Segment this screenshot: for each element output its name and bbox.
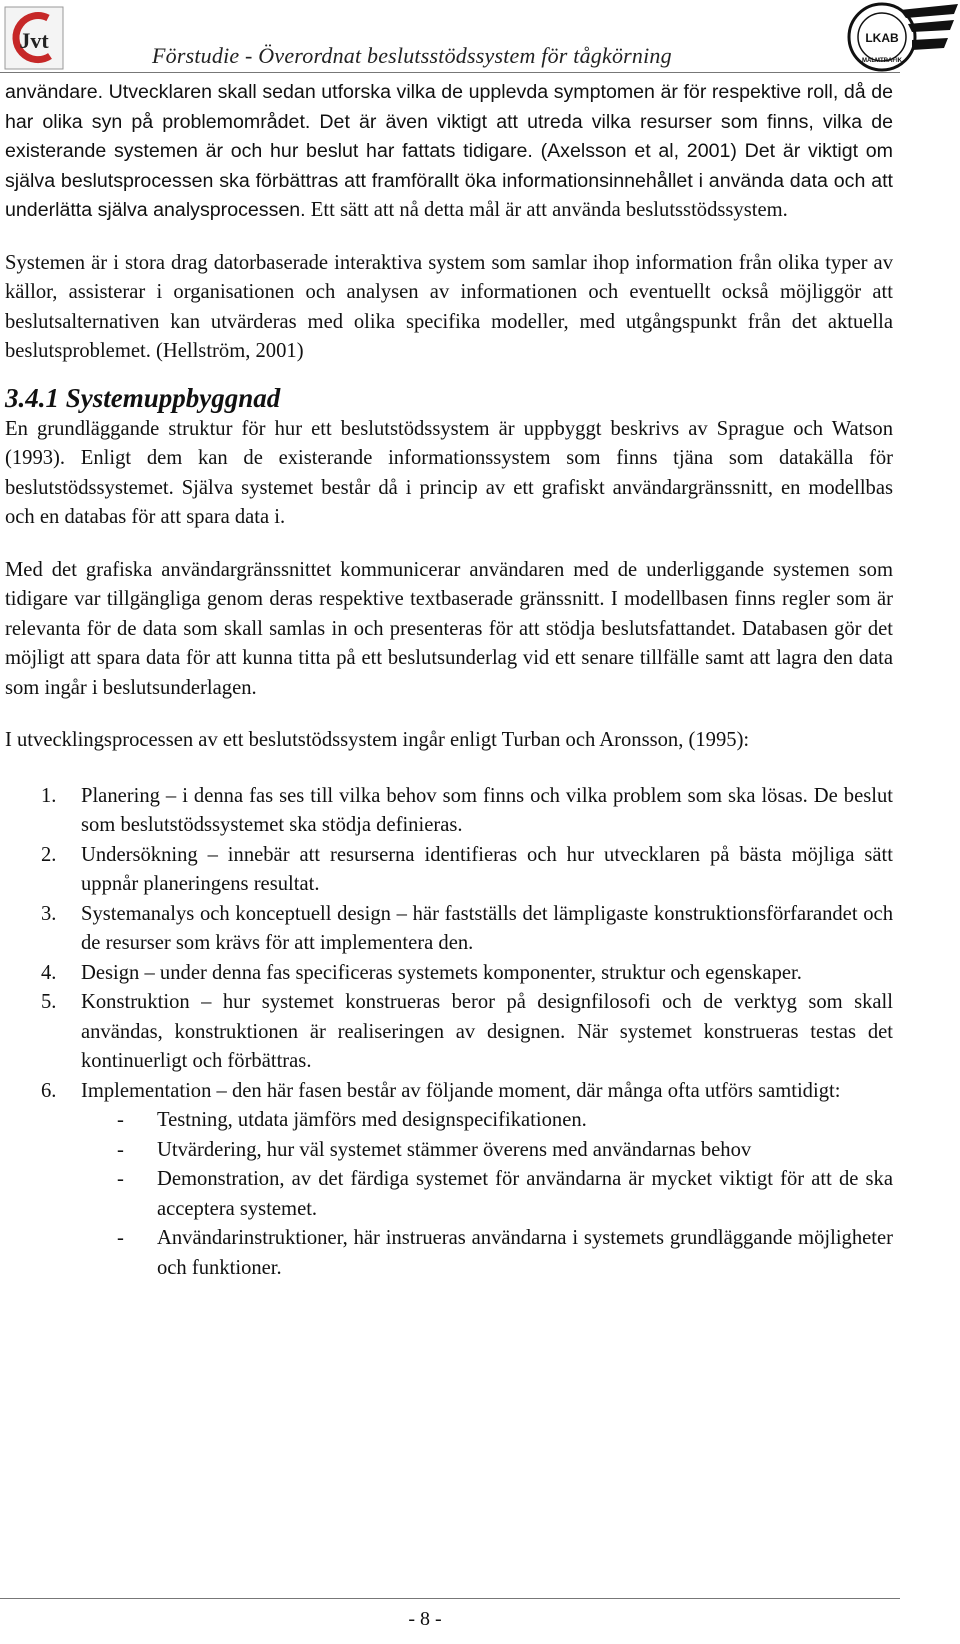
list-item-text: Konstruktion – hur systemet konstrueras beror på designfilosofi och de verktyg som skall användas, konstruktionen är realiseringen av designen. När systemet konstrueras testas det kontinuerligt och förbättras.: [81, 991, 893, 1072]
footer-divider: [0, 1598, 900, 1599]
page-number: - 8 -: [408, 1608, 442, 1630]
sub-list-item: [5, 1106, 893, 1136]
implementation-substeps-list: [81, 1106, 893, 1283]
list-item: [5, 988, 893, 1077]
list-item-text: Implementation – den här fasen består av följande moment, där många ofta utförs samtidigt:: [81, 1079, 841, 1102]
list-item: [5, 900, 893, 959]
list-item-number: 5.: [41, 991, 57, 1013]
list-item-text: Planering – i denna fas ses till vilka behov som finns och vilka problem som ska lösas. De beslut som beslutstödssystemet ska stödja definieras.: [81, 784, 893, 836]
sub-list-item-text: Demonstration, av det färdiga systemet för användarna är mycket viktigt för att de ska acceptera systemet.: [157, 1168, 893, 1220]
list-item-number: 4.: [41, 961, 57, 984]
process-steps-list: [5, 782, 893, 1284]
sub-list-item: [5, 1224, 893, 1283]
sub-list-item-text: Användarinstruktioner, här instrueras användarna i systemets grundläggande möjligheter och funktioner.: [157, 1227, 893, 1279]
paragraph-process-intro: I utvecklingsprocessen av ett beslutstödssystem ingår enligt Turban och Aronsson, (1995):: [5, 729, 750, 751]
list-item-text: Design – under denna fas specificeras systemets komponenter, struktur och egenskaper.: [81, 961, 802, 984]
list-item-text: Undersökning – innebär att resurserna identifieras och hur utvecklaren på bästa möjliga sätt uppnår planeringens resultat.: [81, 843, 893, 895]
paragraph-systems: Systemen är i stora drag datorbaserade interaktiva system som samlar ihop information från olika typer av källor, assisterar i organisationen och analysen av informationen och eventuellt också möjliggör att beslutsalternativen kan utvärderas med olika specifika modeller, med utgångspunkt från det aktuella beslutsproblemet. (Hellström, 2001): [5, 251, 893, 362]
paragraph-intro-conclusion: Ett sätt att nå detta mål är att använda beslutsstödssystem.: [310, 199, 788, 221]
document-title: Förstudie - Överordnat beslutsstödssystem för tågkörning: [152, 43, 672, 68]
jvt-logo: [4, 6, 64, 70]
sub-list-item-text: Testning, utdata jämförs med designspecifikationen.: [157, 1109, 587, 1131]
header-divider: [0, 72, 900, 73]
malmtrafik-logo-text: MALMTRAFIK: [862, 58, 902, 64]
list-item: [5, 959, 893, 989]
lkab-malmtrafik-logo: [842, 0, 960, 74]
list-item: [5, 782, 893, 841]
document-body: [5, 78, 893, 1283]
paragraph-intro: [5, 78, 893, 226]
paragraph-interface: Med det grafiska användargränssnittet kommunicerar användaren med de underliggande systemen som tidigare var tillgängliga genom deras respektive textbaserade gränssnitt. I modellbasen finns regler som är relevanta för de data som skall samlas in och presenteras för att stödja beslutsfattandet. Databasen gör det möjligt att spara data för att kunna titta på ett beslutsunderlag vid ett senare tillfälle samt att lagra den data som ingår i beslutsunderlagen.: [5, 558, 893, 699]
paragraph-structure: En grundläggande struktur för hur ett beslutstödssystem är uppbyggt beskrivs av Sprague och Watson (1993). Enligt dem kan de existerande informationssystem som finns tjäna som datakälla för beslutstödssystemet. Själva systemet består då i princip av ett grafiskt användargränssnitt, en modellbas och en databas för att spara data i.: [5, 417, 893, 528]
sub-list-item: [5, 1136, 893, 1166]
sub-list-item-text: Utvärdering, hur väl systemet stämmer överens med användarnas behov: [157, 1138, 752, 1161]
page-header: [0, 0, 960, 74]
sub-list-item-dash: -: [117, 1138, 124, 1161]
list-item-number: 6.: [41, 1079, 57, 1102]
list-item: [5, 841, 893, 900]
list-item-number: 2.: [41, 843, 57, 866]
sub-list-item: [5, 1165, 893, 1224]
list-item: [5, 1077, 893, 1284]
list-item-number: 1.: [41, 784, 57, 807]
jvt-logo-text: Jvt: [19, 28, 49, 53]
sub-list-item-dash: -: [117, 1168, 124, 1190]
paragraph-intro-text: användare. Utvecklaren skall sedan utforska vilka de upplevda symptomen är för respektive roll, då de har olika syn på problemområdet. Det är även viktigt att utreda vilka resurser som finns, vilka de existerande systemen är och hur beslut har fattats tidigare. (Axelsson et al, 2001) Det är viktigt om själva beslutsprocessen ska förbättras att framförallt öka informationsinnehållet i använda data och att underlätta själva analysprocessen.: [5, 81, 893, 221]
sub-list-item-dash: -: [117, 1227, 124, 1249]
list-item-text: Systemanalys och konceptuell design – här fastställs det lämpligaste konstruktionsförfarandet och de resurser som krävs för att implementera den.: [81, 902, 893, 954]
lkab-logo-text: LKAB: [865, 31, 899, 45]
sub-list-item-dash: -: [117, 1109, 124, 1131]
list-item-number: 3.: [41, 902, 57, 925]
section-heading: 3.4.1 Systemuppbyggnad: [5, 382, 281, 413]
